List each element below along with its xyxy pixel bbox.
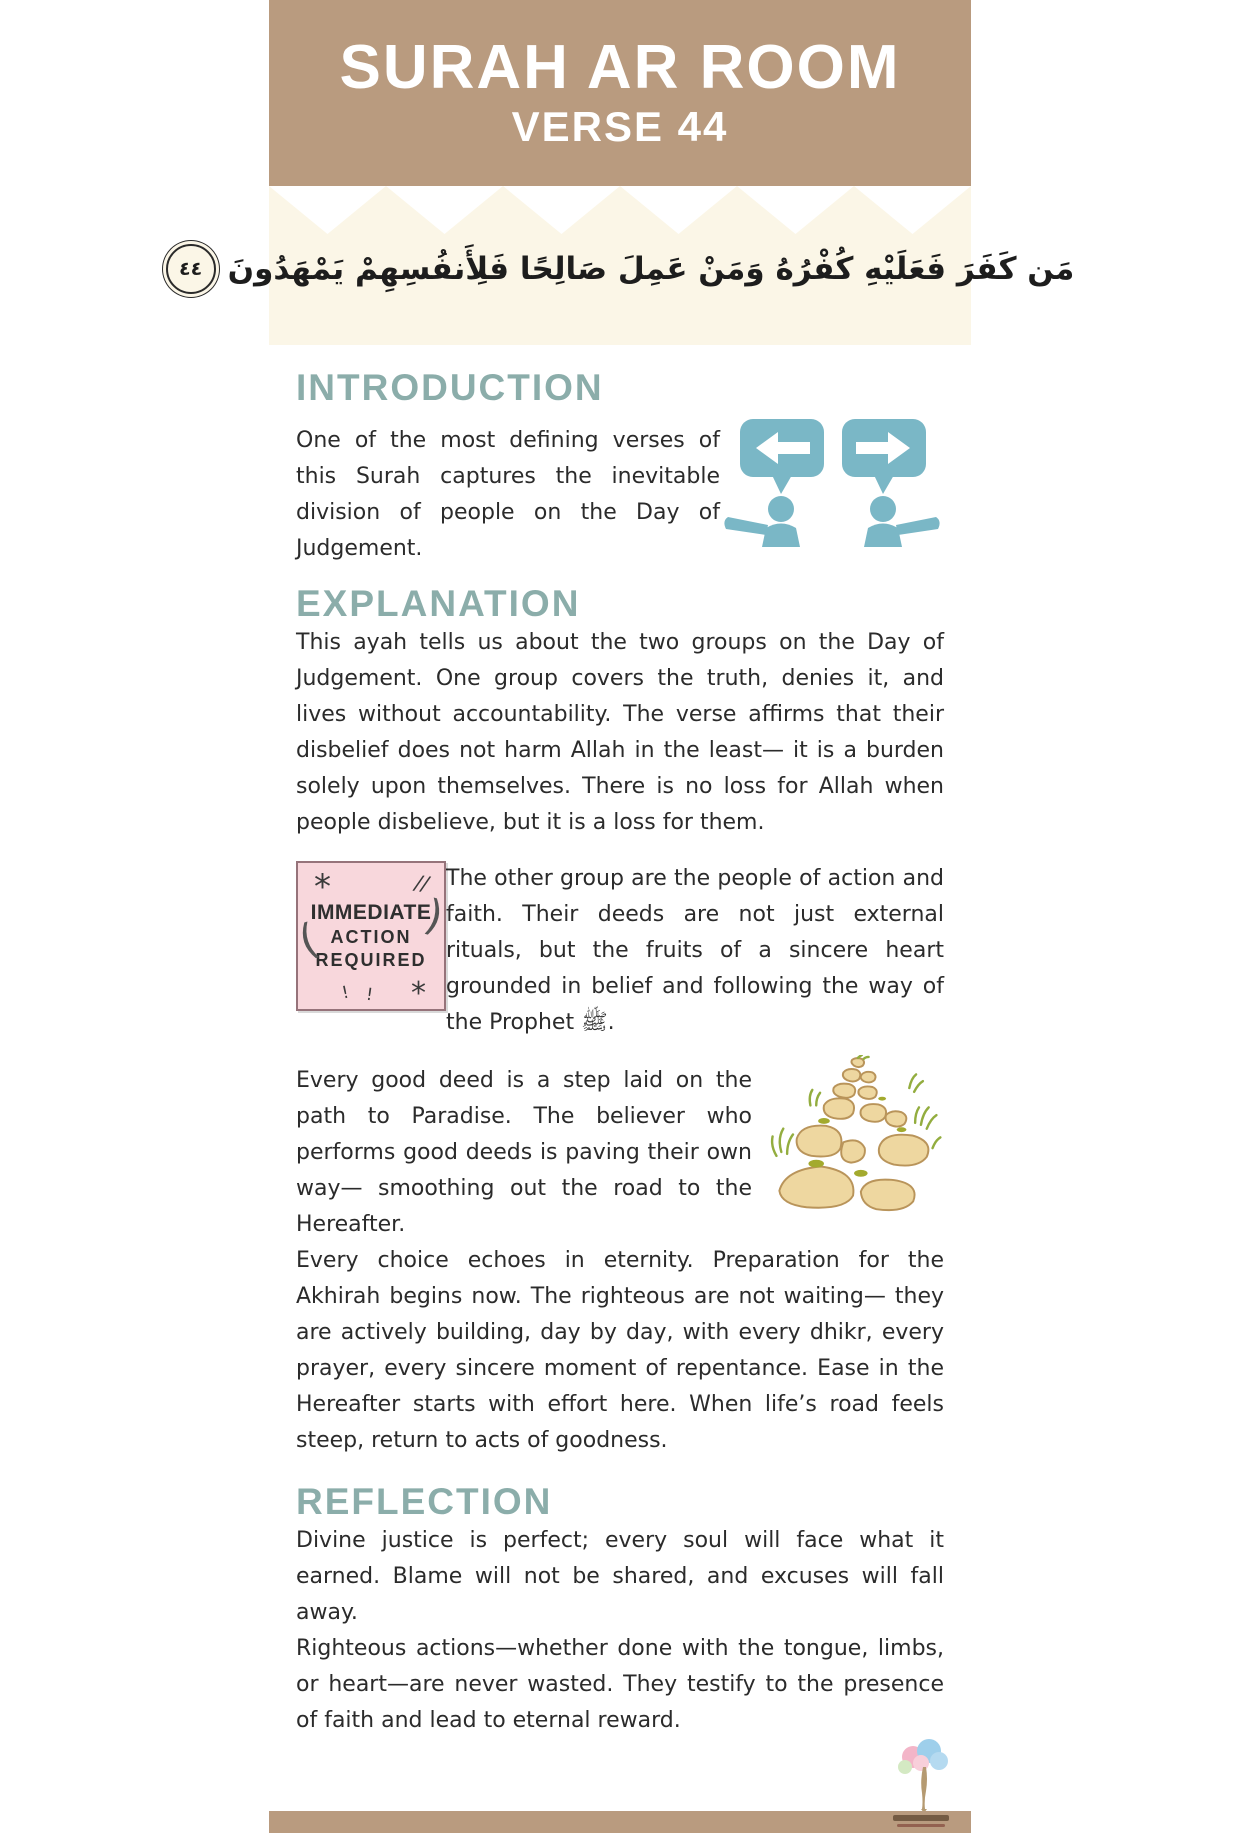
reflection-paragraph-1: Divine justice is perfect; every soul will face what it earned. Blame will not be shared, and excuses will fall away.	[296, 1528, 944, 1625]
header-band	[269, 0, 971, 186]
logo-caption	[893, 1815, 949, 1827]
explanation-paragraph-3: Every good deed is a step laid on the path to Paradise. The believer who performs good deeds is paving their own way— smoothing out the road to the Hereafter.	[296, 1068, 752, 1237]
verse-arabic-text: مَن كَفَرَ فَعَلَيْهِ كُفْرُهُ وَمَنْ عَمِلَ صَالِحًا فَلِأَنفُسِهِمْ يَمْهَدُونَ	[227, 251, 1075, 287]
action-box-line-1: IMMEDIATE	[310, 901, 432, 924]
content-area	[269, 367, 971, 1739]
slashes-decoration: //	[412, 870, 430, 896]
introduction-paragraph: One of the most defining verses of this Surah captures the inevitable division of people on the Day of Judgement.	[296, 428, 720, 561]
reflection-heading: REFLECTION	[296, 1481, 553, 1522]
immediate-action-required-badge	[292, 861, 448, 1011]
explanation-paragraph-4: Every choice echoes in eternity. Preparation for the Akhirah begins now. The righteous are not waiting— they are actively building, day by day, with every dhikr, every prayer, every sincere moment of repentance. Ease in the Hereafter starts with effort here. When life’s road feels steep, return to acts of goodness.	[296, 1248, 944, 1453]
stone-path-illustration	[766, 1055, 944, 1215]
swoosh-right-decoration: )	[419, 889, 448, 942]
action-row	[292, 861, 944, 1041]
page-subtitle: VERSE 44	[511, 103, 729, 151]
reflection-paragraph-2: Righteous actions—whether done with the tongue, limbs, or heart—are never wasted. They testify to the presence of faith and lead to eternal reward.	[296, 1636, 944, 1733]
explanation-paragraph-2: The other group are the people of action and faith. Their deeds are not just external rituals, but the fruits of a sincere heart grounded in belief and following the way of the Prophet ﷺ.	[446, 866, 944, 1035]
quran-verse	[179, 244, 1075, 294]
two-people-speech-arrows-icon	[722, 417, 944, 547]
action-box-line-3: REQUIRED	[315, 950, 427, 970]
zigzag-border	[269, 186, 971, 234]
action-box-line-2: ACTION	[330, 927, 412, 947]
explanation-paragraph-1: This ayah tells us about the two groups on the Day of Judgement. One group covers the truth, denies it, and lives without accountability. The verse affirms that their disbelief does not harm Allah in the least— it is a burden solely upon themselves. There is no loss for Allah when people disbelieve, but it is a loss for them.	[296, 630, 944, 835]
introduction-row	[296, 423, 944, 567]
sparkle-icon: *	[314, 867, 331, 907]
introduction-heading: INTRODUCTION	[296, 367, 604, 408]
logo-row	[269, 1739, 971, 1811]
exclaim-decoration: !	[339, 982, 351, 1004]
swoosh-left-decoration: (	[292, 913, 324, 966]
logo-caption-arabic-line	[893, 1815, 949, 1821]
poster-page	[179, 0, 1075, 1833]
verse-band	[179, 186, 1075, 345]
logo-caption-latin-line	[897, 1824, 945, 1827]
exclaim-decoration: !	[364, 984, 375, 1006]
watercolor-tree-logo	[891, 1739, 957, 1813]
explanation-heading: EXPLANATION	[296, 583, 581, 624]
sparkle-icon: *	[411, 976, 426, 1011]
footer-band	[269, 1811, 971, 1833]
path-paragraph-block	[296, 1063, 944, 1243]
ayah-number-medallion: ٤٤	[166, 244, 216, 294]
page-title: SURAH AR ROOM	[339, 33, 901, 103]
